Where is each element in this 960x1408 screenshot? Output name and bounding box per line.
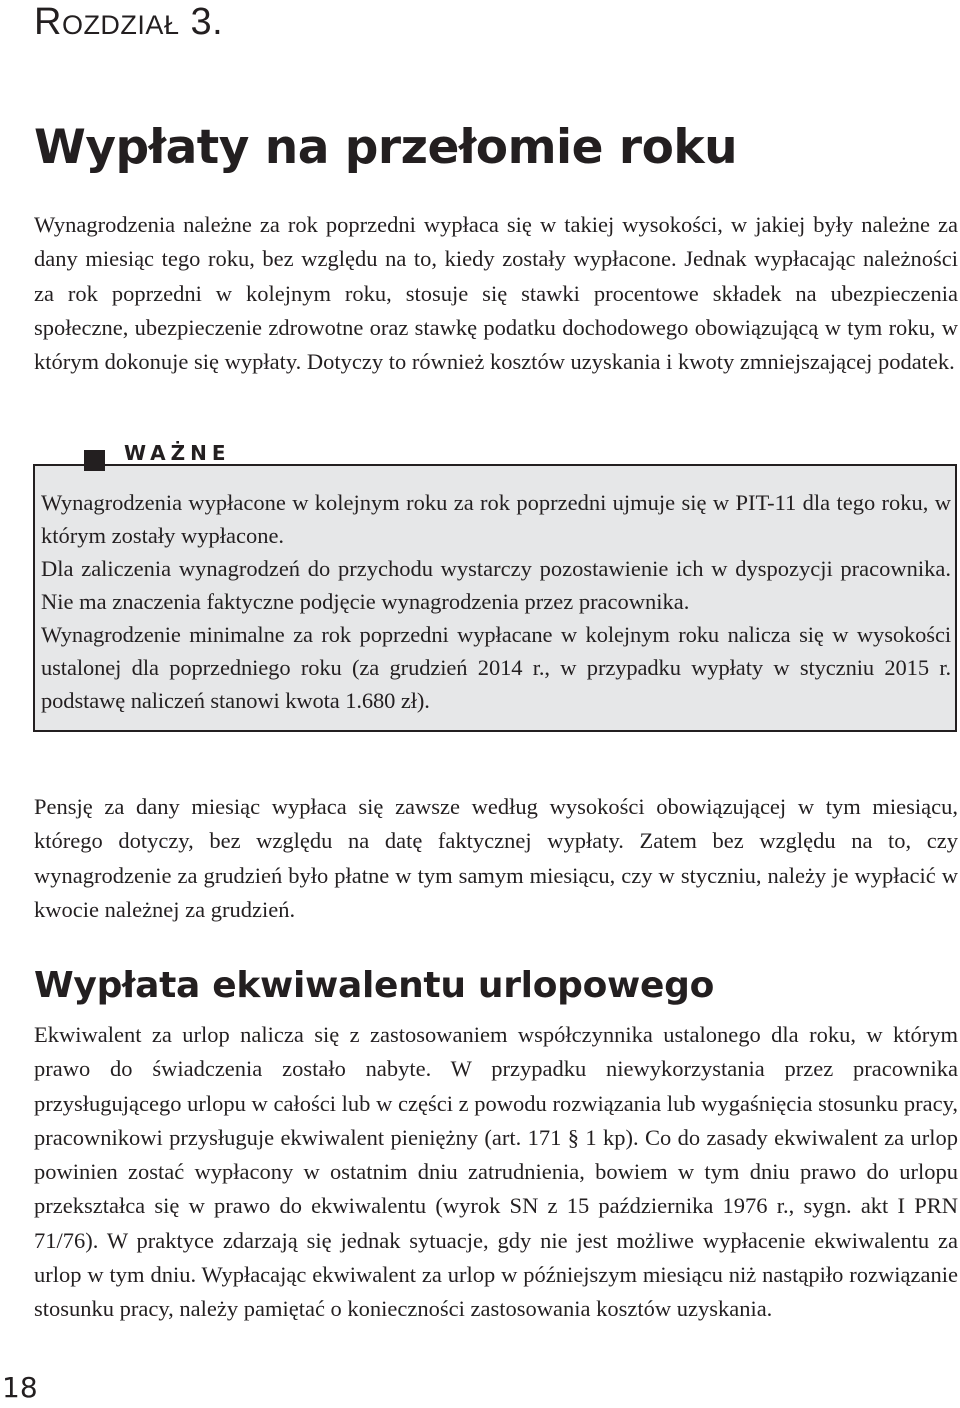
chapter-label: Rozdział 3. <box>34 1 224 43</box>
callout-line: Wynagrodzenia wypłacone w kolejnym roku za rok poprzedni ujmuje się w PIT-11 dla tego roku, w którym zostały wypłacone. <box>41 490 951 548</box>
paragraph-intro: Wynagrodzenia należne za rok poprzedni wypłaca się w takiej wysokości, w jakiej były należne za dany miesiąc tego roku, bez względu na to, kiedy zostały wypłacone. Jednak wypłacając należności za rok poprzedni w kolejnym roku, stosuje się stawki procentowe składek na ubezpieczenia społeczne, ubezpieczenie zdrowotne oraz stawkę podatku dochodowego obowiązującą w tym roku, w którym dokonuje się wypłaty. Dotyczy to również kosztów uzyskania i kwoty zmniejszającej podatek. <box>34 212 958 375</box>
callout-line: Wynagrodzenie minimalne za rok poprzedni wypłacane w kolejnym roku nalicza się w wysokości ustalonej dla poprzedniego roku (za grudzień 2014 r., w przypadku wypłaty w styczniu 2015 r. podstawę naliczeń stanowi kwota 1.680 zł). <box>41 622 951 713</box>
callout-line: Dla zaliczenia wynagrodzeń do przychodu wystarczy pozostawienie ich w dyspozycji pracownika. Nie ma znaczenia faktyczne podjęcie wynagrodzenia przez pracownika. <box>41 556 951 614</box>
section-heading: Wypłata ekwiwalentu urlopowego <box>34 965 715 1006</box>
callout-text <box>41 486 951 717</box>
callout-label: WAŻNE <box>124 441 231 465</box>
page-title: Wypłaty na przełomie roku <box>34 120 738 175</box>
paragraph-equivalent: Ekwiwalent za urlop nalicza się z zastosowaniem współczynnika ustalonego dla roku, w którym prawo do świadczenia zostało nabyte. W przypadku niewykorzystania przez pracownika przysługującego urlopu w całości lub w części z powodu rozwiązania lub wygaśnięcia stosunku pracy, pracownikowi przysługuje ekwiwalent pieniężny (art. 171 § 1 kp). Co do zasady ekwiwalent za urlop powinien zostać wypłacony w ostatnim dniu zatrudnienia, bowiem w tym dniu prawo do urlopu przekształca się w prawo do ekwiwalentu (wyrok SN z 15 października 1976 r., sygn. akt I PRN 71/76). W praktyce zdarzają się jednak sytuacje, gdy nie jest możliwe wypłacenie ekwiwalentu za urlop w tym dniu. Wypłacając ekwiwalent za urlop w późniejszym miesiącu niż nastąpiło rozwiązanie stosunku pracy, należy pamiętać o konieczności zastosowania kosztów uzyskania. <box>34 1022 958 1322</box>
page-number: 18 <box>2 1371 38 1404</box>
square-bullet-icon <box>84 450 105 471</box>
paragraph-salary: Pensję za dany miesiąc wypłaca się zawsze według wysokości obowiązującej w tym miesiącu, którego dotyczy, bez względu na datę faktycznej wypłaty. Zatem bez względu na to, czy wynagrodzenie za grudzień było płatne w tym samym miesiącu, czy w styczniu, należy je wypłacić w kwocie należnej za grudzień. <box>34 794 958 922</box>
